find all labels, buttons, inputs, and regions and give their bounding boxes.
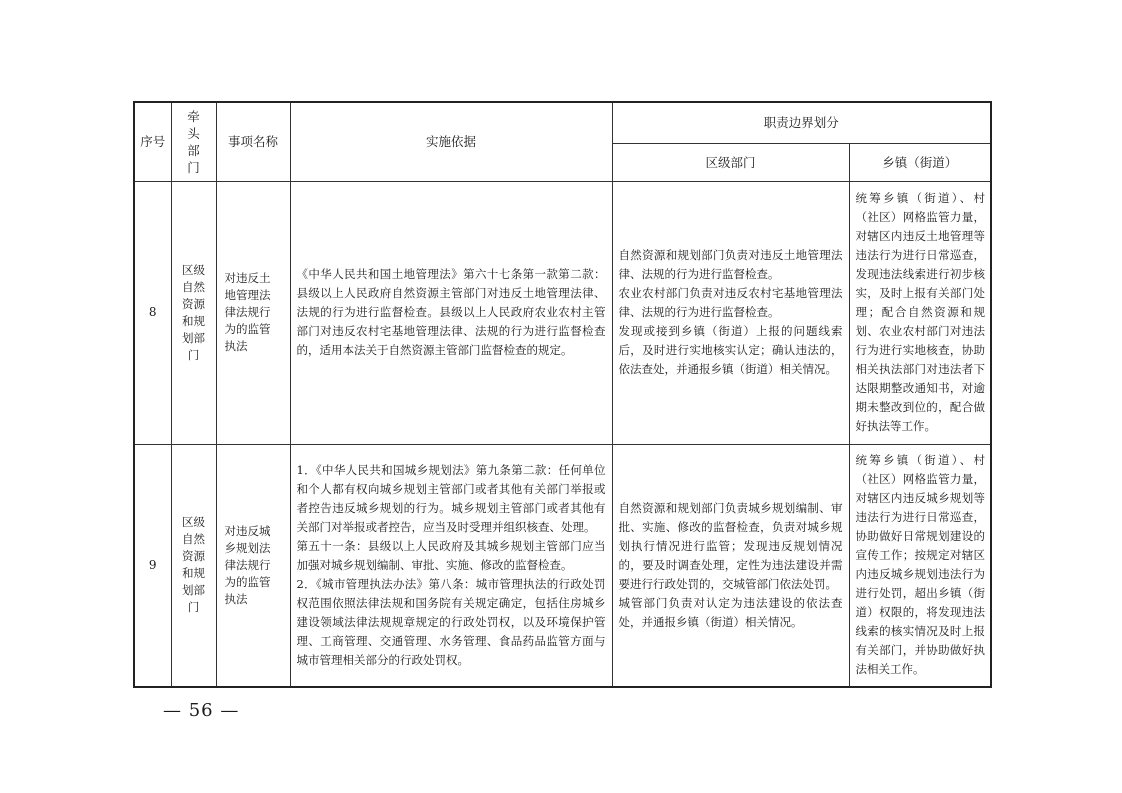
basis-paragraph: 《中华人民共和国土地管理法》第六十七条第一款第二款：县级以上人民政府自然资源主管部门对违反土地管理法律、法规的行为进行监督检查。县级以上人民政府农业农村主管部门对违反农村宅基地管理法律、法规的行为进行监督检查的，适用本法关于自然资源主管部门监督检查的规定。 [296,267,606,357]
district-paragraph: 发现或接到乡镇（街道）上报的问题线索后，及时进行实地核实认定；确认违法的，依法查处，并通报乡镇（街道）相关情况。 [618,324,843,376]
header-district: 区级部门 [612,143,849,181]
header-row-1 [134,102,991,143]
district-paragraph: 自然资源和规划部门负责城乡规划编制、审批、实施、修改的监督检查，负责对城乡规划执行情况进行监管；发现违反规划情况的，要及时调查处理，定性为违法建设并需要进行行政处罚的，交城管部门依法处罚。 [618,500,843,591]
row-district [612,181,849,444]
row-district [612,444,849,687]
header-boundary: 职责边界划分 [612,102,991,143]
table-row [134,181,991,444]
row-dept: 区级自然资源和规划部门 [171,181,216,444]
district-paragraph: 农业农村部门负责对违反农村宅基地管理法律、法规的行为进行监督检查。 [618,286,843,319]
row-township: 统筹乡镇（街道）、村（社区）网格监管力量，对辖区内违反土地管理等违法行为进行日常巡查，发现违法线索进行初步核实，及时上报有关部门处理；配合自然资源和规划、农业农村部门对违法行为进行实地核查，协助相关执法部门对违法者下达限期整改通知书，对逾期未整改到位的，配合做好执法等工作。 [849,181,991,444]
table-row [134,444,991,687]
responsibility-table [133,101,992,688]
row-township: 统筹乡镇（街道）、村（社区）网格监管力量，对辖区内违反城乡规划等违法行为进行日常巡查，协助做好日常规划建设的宣传工作；按规定对辖区内违反城乡规划违法行为进行处罚，超出乡镇（街道）权限的，将发现违法线索的核实情况及时上报有关部门，并协助做好执法相关工作。 [849,444,991,687]
basis-paragraph: 1．《中华人民共和国城乡规划法》第九条第二款：任何单位和个人都有权向城乡规划主管部门或者其他有关部门举报或者控告违反城乡规划的行为。城乡规划主管部门或者其他有关部门对举报或者控告，应当及时受理并组织核查、处理。 [296,462,606,534]
header-lead-dept: 牵头部门 [171,102,216,181]
district-paragraph: 城管部门负责对认定为违法建设的依法查处，并通报乡镇（街道）相关情况。 [618,595,843,629]
row-item-name: 对违反城乡规划法律法规行为的监管执法 [216,444,290,687]
header-seq: 序号 [134,102,171,181]
row-seq: 9 [134,444,171,687]
header-township: 乡镇（街道） [849,143,991,181]
row-item-name: 对违反土地管理法律法规行为的监管执法 [216,181,290,444]
district-paragraph: 自然资源和规划部门负责对违反土地管理法律、法规的行为进行监督检查。 [618,248,843,281]
header-basis: 实施依据 [290,102,612,181]
row-basis [290,181,612,444]
row-seq: 8 [134,181,171,444]
basis-paragraph: 第五十一条：县级以上人民政府及其城乡规划主管部门应当加强对城乡规划编制、审批、实施、修改的监督检查。 [296,538,606,572]
header-item-name: 事项名称 [216,102,290,181]
basis-paragraph: 2．《城市管理执法办法》第八条：城市管理执法的行政处罚权范围依照法律法规和国务院有关规定确定，包括住房城乡建设领域法律法规规章规定的行政处罚权，以及环境保护管理、工商管理、交通管理、水务管理、食品药品监管方面与城市管理相关部分的行政处罚权。 [296,576,606,667]
page-number: — 56 — [163,700,240,721]
row-dept: 区级自然资源和规划部门 [171,444,216,687]
row-basis [290,444,612,687]
